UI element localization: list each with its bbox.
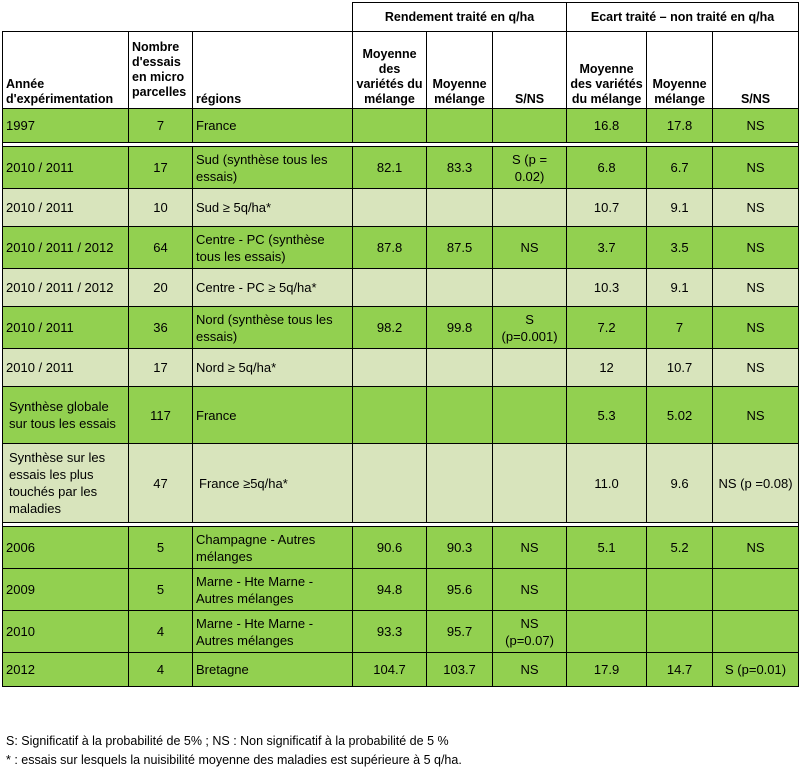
cell-e-var: 6.8 [567, 147, 647, 189]
cell-region: Nord ≥ 5q/ha* [193, 349, 353, 387]
cell-e-var [567, 569, 647, 611]
cell-annee: 2010 / 2011 [3, 147, 129, 189]
cell-annee: 2009 [3, 569, 129, 611]
col-moy-melange-ecart: Moyenne mélange [647, 32, 713, 109]
cell-region: Bretagne [193, 653, 353, 687]
cell-region: France ≥5q/ha* [193, 444, 353, 523]
cell-e-mel: 9.1 [647, 189, 713, 227]
cell-e-var: 16.8 [567, 109, 647, 143]
cell-region: Marne - Hte Marne - Autres mélanges [193, 569, 353, 611]
footnotes [6, 732, 462, 770]
cell-r-sns [493, 444, 567, 523]
table-row [3, 611, 799, 653]
cell-e-var: 3.7 [567, 227, 647, 269]
table-row [3, 444, 799, 523]
cell-nombre: 5 [129, 569, 193, 611]
cell-e-sns: NS [713, 307, 799, 349]
col-moy-varietes: Moyenne des variétés du mélange [353, 32, 427, 109]
col-annee: Année d'expérimentation [3, 32, 129, 109]
cell-e-mel: 17.8 [647, 109, 713, 143]
cell-r-mel: 83.3 [427, 147, 493, 189]
cell-e-sns: NS [713, 349, 799, 387]
column-header-row [3, 32, 799, 109]
table-row [3, 227, 799, 269]
table-row [3, 387, 799, 444]
cell-annee: 2010 / 2011 / 2012 [3, 269, 129, 307]
table-row [3, 349, 799, 387]
cell-r-var: 93.3 [353, 611, 427, 653]
group-ecart: Ecart traité – non traité en q/ha [567, 3, 799, 32]
cell-r-mel: 95.6 [427, 569, 493, 611]
col-moy-melange: Moyenne mélange [427, 32, 493, 109]
cell-r-sns [493, 109, 567, 143]
cell-r-mel [427, 189, 493, 227]
cell-r-var [353, 109, 427, 143]
table-row [3, 653, 799, 687]
cell-e-var: 11.0 [567, 444, 647, 523]
cell-region: France [193, 109, 353, 143]
cell-nombre: 20 [129, 269, 193, 307]
cell-nombre: 5 [129, 527, 193, 569]
cell-annee: 2012 [3, 653, 129, 687]
cell-e-sns: NS [713, 527, 799, 569]
footnote-significance: S: Significatif à la probabilité de 5% ; NS : Non significatif à la probabilité de 5 % [6, 734, 449, 748]
table-row [3, 189, 799, 227]
cell-r-var [353, 269, 427, 307]
cell-r-var [353, 349, 427, 387]
cell-annee: 1997 [3, 109, 129, 143]
cell-e-sns: NS [713, 269, 799, 307]
table-row [3, 109, 799, 143]
cell-e-sns: NS [713, 189, 799, 227]
cell-region: Centre - PC ≥ 5q/ha* [193, 269, 353, 307]
cell-e-var: 5.1 [567, 527, 647, 569]
cell-r-sns [493, 387, 567, 444]
cell-region: Centre - PC (synthèse tous les essais) [193, 227, 353, 269]
cell-r-mel [427, 387, 493, 444]
cell-r-sns [493, 189, 567, 227]
cell-r-sns: NS [493, 653, 567, 687]
cell-e-mel: 10.7 [647, 349, 713, 387]
cell-e-sns: NS (p =0.08) [713, 444, 799, 523]
cell-r-var [353, 189, 427, 227]
cell-nombre: 4 [129, 653, 193, 687]
cell-nombre: 4 [129, 611, 193, 653]
cell-e-sns: NS [713, 147, 799, 189]
cell-region: Sud ≥ 5q/ha* [193, 189, 353, 227]
cell-annee: 2010 [3, 611, 129, 653]
cell-e-sns: NS [713, 109, 799, 143]
cell-e-mel: 7 [647, 307, 713, 349]
cell-r-var: 104.7 [353, 653, 427, 687]
cell-nombre: 64 [129, 227, 193, 269]
cell-annee: 2010 / 2011 [3, 349, 129, 387]
col-sns: S/NS [493, 32, 567, 109]
footnote-asterisk: * : essais sur lesquels la nuisibilité moyenne des maladies est supérieure à 5 q/ha. [6, 753, 462, 767]
cell-e-var [567, 611, 647, 653]
cell-nombre: 17 [129, 349, 193, 387]
cell-annee: 2010 / 2011 [3, 307, 129, 349]
cell-nombre: 36 [129, 307, 193, 349]
cell-annee: 2010 / 2011 / 2012 [3, 227, 129, 269]
table-row [3, 569, 799, 611]
cell-region: France [193, 387, 353, 444]
cell-e-sns [713, 611, 799, 653]
cell-e-mel [647, 569, 713, 611]
table-row [3, 147, 799, 189]
cell-nombre: 10 [129, 189, 193, 227]
cell-r-var: 90.6 [353, 527, 427, 569]
cell-region: Nord (synthèse tous les essais) [193, 307, 353, 349]
header-blank [3, 3, 353, 32]
cell-region: Marne - Hte Marne - Autres mélanges [193, 611, 353, 653]
cell-region: Champagne - Autres mélanges [193, 527, 353, 569]
cell-nombre: 117 [129, 387, 193, 444]
col-regions: régions [193, 32, 353, 109]
cell-e-sns: NS [713, 387, 799, 444]
cell-e-var: 7.2 [567, 307, 647, 349]
cell-region: Sud (synthèse tous les essais) [193, 147, 353, 189]
cell-r-sns [493, 269, 567, 307]
cell-nombre: 17 [129, 147, 193, 189]
cell-r-mel: 90.3 [427, 527, 493, 569]
cell-e-mel: 14.7 [647, 653, 713, 687]
cell-e-sns [713, 569, 799, 611]
group-header-row [3, 3, 799, 32]
cell-e-sns: S (p=0.01) [713, 653, 799, 687]
cell-r-var [353, 444, 427, 523]
cell-e-mel: 3.5 [647, 227, 713, 269]
table-row [3, 527, 799, 569]
cell-e-mel: 6.7 [647, 147, 713, 189]
table-row [3, 307, 799, 349]
col-sns-ecart: S/NS [713, 32, 799, 109]
cell-r-mel: 103.7 [427, 653, 493, 687]
cell-r-sns: NS (p=0.07) [493, 611, 567, 653]
cell-e-mel: 5.02 [647, 387, 713, 444]
table-row [3, 269, 799, 307]
cell-r-sns [493, 349, 567, 387]
cell-r-mel: 87.5 [427, 227, 493, 269]
cell-e-var: 5.3 [567, 387, 647, 444]
cell-r-sns: NS [493, 227, 567, 269]
col-nombre: Nombre d'essais en micro parcelles [129, 32, 193, 109]
results-table [2, 2, 799, 687]
cell-r-mel: 95.7 [427, 611, 493, 653]
cell-r-mel: 99.8 [427, 307, 493, 349]
cell-r-sns: S (p = 0.02) [493, 147, 567, 189]
col-moy-varietes-ecart: Moyenne des variétés du mélange [567, 32, 647, 109]
cell-annee: 2006 [3, 527, 129, 569]
cell-r-sns: NS [493, 527, 567, 569]
cell-e-mel: 5.2 [647, 527, 713, 569]
cell-e-mel: 9.1 [647, 269, 713, 307]
cell-e-mel: 9.6 [647, 444, 713, 523]
cell-nombre: 7 [129, 109, 193, 143]
cell-r-var: 82.1 [353, 147, 427, 189]
cell-e-var: 10.7 [567, 189, 647, 227]
group-rendement: Rendement traité en q/ha [353, 3, 567, 32]
cell-annee: Synthèse globale sur tous les essais [3, 387, 129, 444]
cell-e-var: 17.9 [567, 653, 647, 687]
cell-r-var [353, 387, 427, 444]
cell-r-mel [427, 109, 493, 143]
cell-annee: 2010 / 2011 [3, 189, 129, 227]
cell-r-sns: NS [493, 569, 567, 611]
cell-e-var: 12 [567, 349, 647, 387]
cell-e-sns: NS [713, 227, 799, 269]
cell-nombre: 47 [129, 444, 193, 523]
cell-e-mel [647, 611, 713, 653]
cell-r-mel [427, 269, 493, 307]
cell-r-mel [427, 349, 493, 387]
cell-e-var: 10.3 [567, 269, 647, 307]
cell-r-mel [427, 444, 493, 523]
cell-r-var: 94.8 [353, 569, 427, 611]
cell-annee: Synthèse sur les essais les plus touchés par les maladies [3, 444, 129, 523]
cell-r-var: 87.8 [353, 227, 427, 269]
cell-r-var: 98.2 [353, 307, 427, 349]
cell-r-sns: S (p=0.001) [493, 307, 567, 349]
